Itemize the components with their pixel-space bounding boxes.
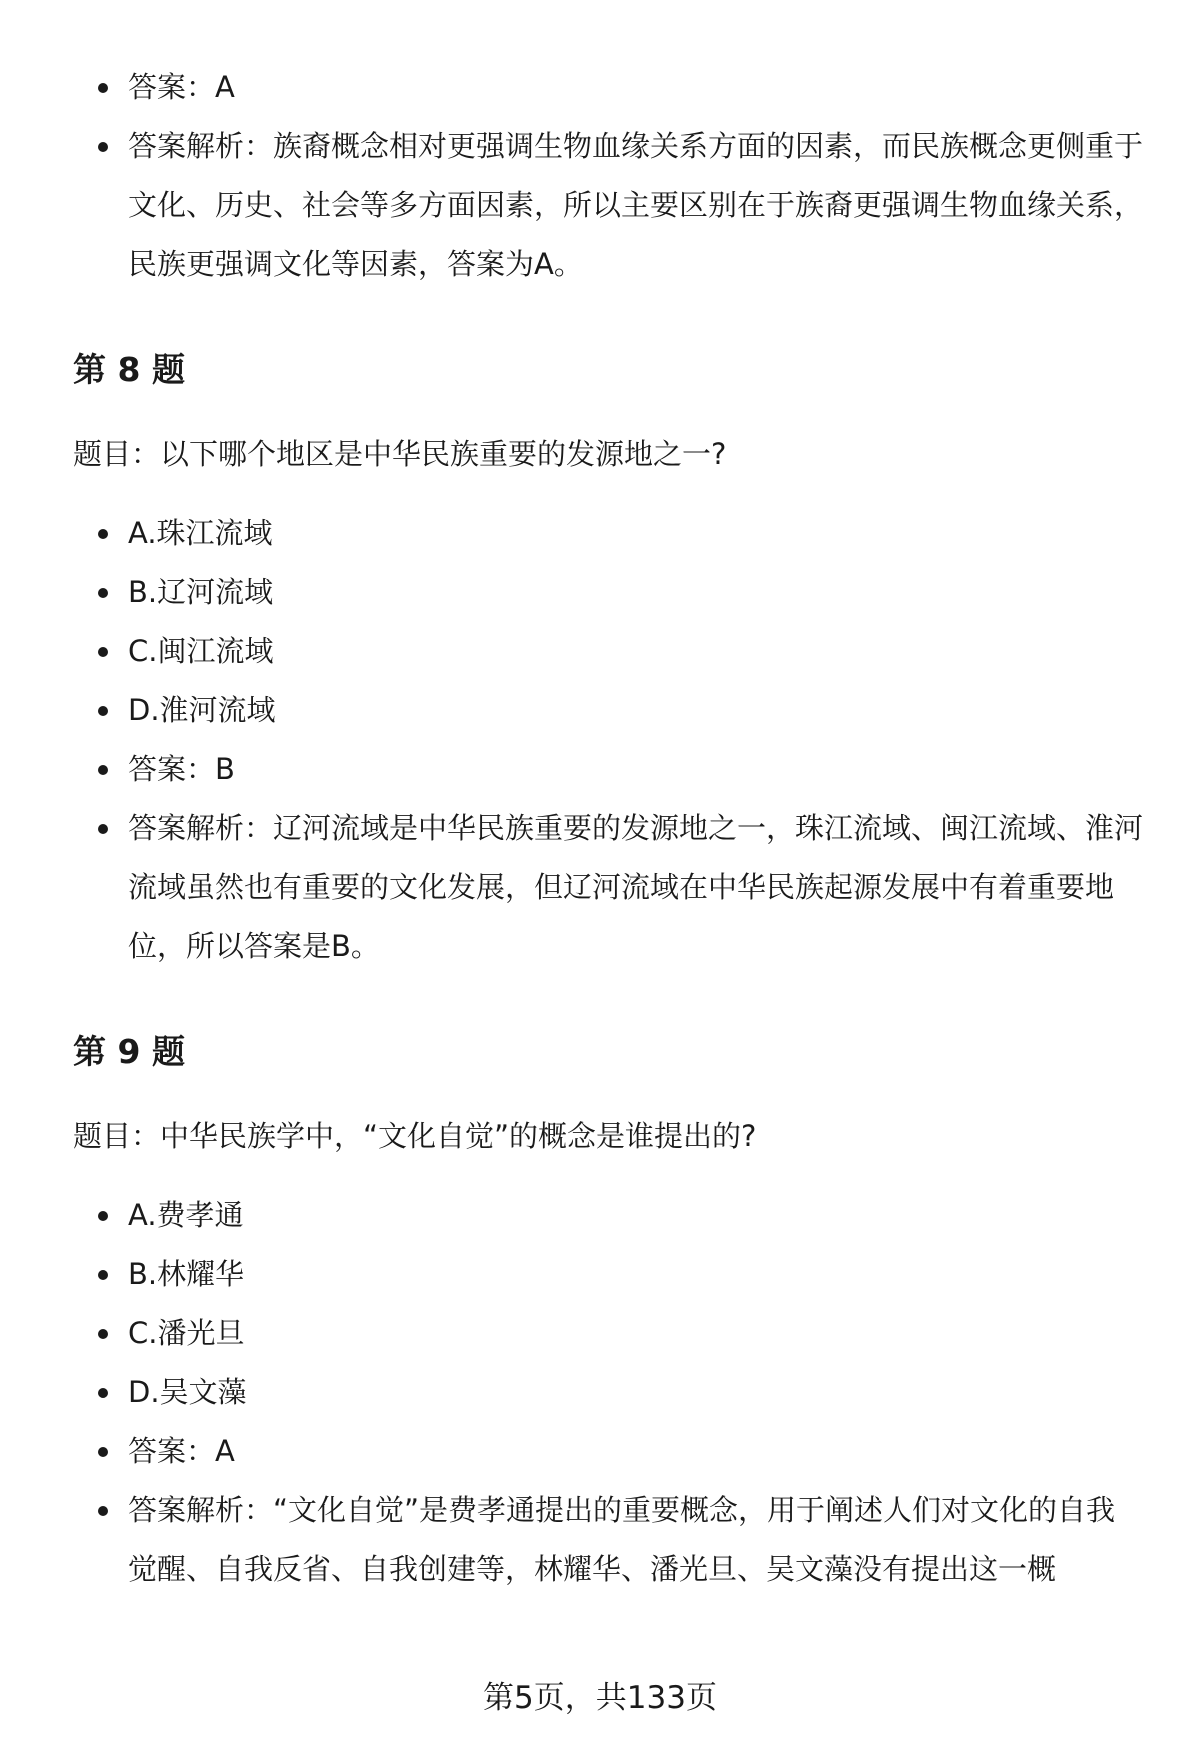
q8-option-c: C.闽江流域 [73, 622, 1143, 681]
q9-option-b: B.林耀华 [73, 1245, 1143, 1304]
q8-title: 第 8 题 [73, 350, 185, 389]
q8-explanation: 答案解析：辽河流域是中华民族重要的发源地之一，珠江流域、闽江流域、淮河流域虽然也有重要的文化发展，但辽河流域在中华民族起源发展中有着重要地位，所以答案是B。 [73, 799, 1143, 976]
q9-answer: 答案：A [73, 1422, 1143, 1481]
q8-option-d: D.淮河流域 [73, 681, 1143, 740]
q9-option-d: D.吴文藻 [73, 1363, 1143, 1422]
q8-answer: 答案：B [73, 740, 1143, 799]
q8-option-a: A.珠江流域 [73, 504, 1143, 563]
page-footer: 第5页，共133页 [483, 1680, 717, 1716]
page-content [73, 58, 1143, 1599]
q9-options-list [73, 1186, 1143, 1599]
q9-title: 第 9 题 [73, 1032, 185, 1071]
q9-explanation: 答案解析：“文化自觉”是费孝通提出的重要概念，用于阐述人们对文化的自我觉醒、自我反省、自我创建等，林耀华、潘光旦、吴文藻没有提出这一概 [73, 1481, 1143, 1599]
q7-explanation: 答案解析：族裔概念相对更强调生物血缘关系方面的因素，而民族概念更侧重于文化、历史、社会等多方面因素，所以主要区别在于族裔更强调生物血缘关系，民族更强调文化等因素，答案为A。 [73, 117, 1143, 294]
q7-continuation-list [73, 58, 1143, 294]
q9-option-c: C.潘光旦 [73, 1304, 1143, 1363]
q7-answer: 答案：A [73, 58, 1143, 117]
q8-question: 题目：以下哪个地区是中华民族重要的发源地之一? [73, 437, 727, 471]
q8-options-list [73, 504, 1143, 976]
q9-option-a: A.费孝通 [73, 1186, 1143, 1245]
q8-option-b: B.辽河流域 [73, 563, 1143, 622]
q9-question: 题目：中华民族学中，“文化自觉”的概念是谁提出的? [73, 1119, 757, 1153]
